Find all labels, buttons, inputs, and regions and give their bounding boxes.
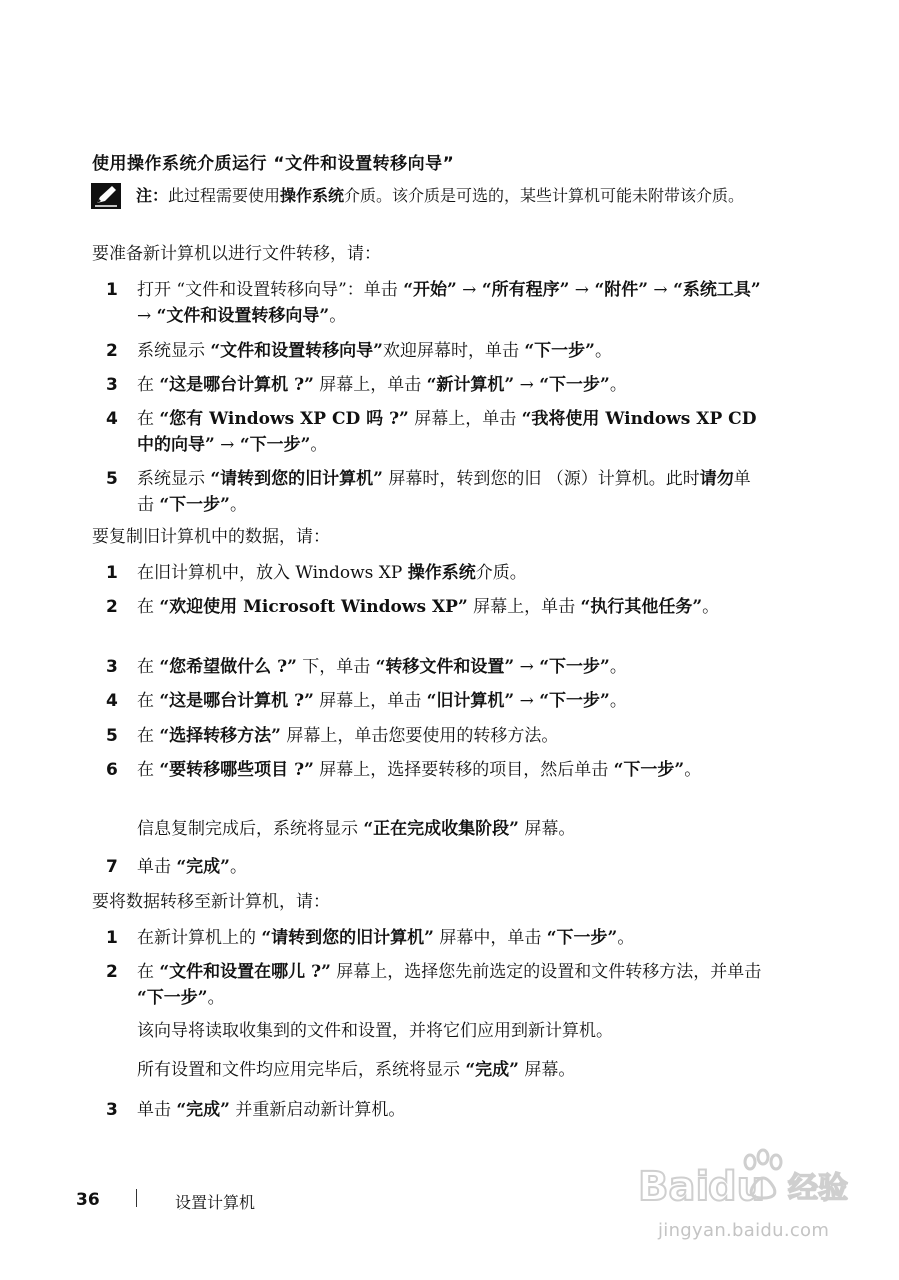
svg-text:du: du [708, 1164, 766, 1210]
step-bold: “文件和设置在哪儿 ?” [159, 962, 331, 982]
step-span: 。 [684, 760, 702, 780]
step-note [137, 816, 767, 842]
step-span: 。 [229, 495, 247, 515]
step-bold: 请勿 [699, 469, 734, 489]
step-bold: “新计算机” [426, 375, 515, 395]
step-span: 在 [137, 962, 160, 982]
step-span: 在 [137, 375, 160, 395]
step-bold: “这是哪台计算机 ?” [159, 375, 314, 395]
step-number: 2 [106, 962, 118, 982]
svg-text:Bai: Bai [638, 1164, 710, 1210]
step-span: → [514, 375, 540, 395]
step-bold: “您希望做什么 ?” [159, 657, 297, 677]
step-span: 。 [229, 857, 247, 877]
baidu-jingyan-watermark-logo [630, 1140, 860, 1220]
step-span: 在旧计算机中，放入 Windows XP [137, 563, 408, 583]
step-span: 系统显示 [137, 341, 211, 361]
step-bold: “完成” [465, 1060, 519, 1080]
step-number: 7 [106, 857, 118, 877]
step-span: 。 [207, 988, 225, 1008]
step-number: 5 [106, 726, 118, 746]
step-number: 6 [106, 760, 118, 780]
step-span: 。 [594, 341, 612, 361]
step-bold: “下一步” [613, 760, 685, 780]
step-span: 。 [609, 375, 627, 395]
note-text-part: 介质。该介质是可选的，某些计算机可能未附带该介质。 [344, 186, 745, 205]
step-bold: “您有 Windows XP CD 吗 ?” [159, 409, 409, 429]
step-text [137, 854, 767, 880]
step-number: 1 [106, 928, 118, 948]
step-span: 在 [137, 691, 160, 711]
step-text [137, 372, 767, 398]
step-number: 3 [106, 1100, 118, 1120]
step-number: 1 [106, 280, 118, 300]
step-text [137, 277, 767, 329]
step-span: 屏幕上，单击 [313, 691, 427, 711]
step-span: → [456, 280, 482, 300]
step-bold: “文件和设置转移向导” [210, 341, 383, 361]
svg-text:经验: 经验 [788, 1171, 848, 1206]
step-bold: “文件和设置转移向导” [156, 306, 330, 326]
step-bold: “转移文件和设置” [375, 657, 515, 677]
step-bold: “系统工具” [673, 280, 761, 300]
step-bold: “下一步” [159, 495, 230, 515]
step-bold: “完成” [176, 857, 230, 877]
step-bold: “请转到您的旧计算机” [261, 928, 434, 948]
step-note: 该向导将读取收集到的文件和设置，并将它们应用到新计算机。 [137, 1021, 613, 1041]
section1-intro: 要准备新计算机以进行文件转移，请： [92, 244, 381, 264]
step-bold: “下一步” [539, 691, 610, 711]
pencil-note-icon [91, 183, 121, 209]
section3-intro: 要将数据转移至新计算机，请： [92, 892, 330, 912]
step-bold: “这是哪台计算机 ?” [159, 691, 314, 711]
step-number: 3 [106, 375, 118, 395]
step-span: 屏幕上，单击 [408, 409, 522, 429]
step-text [137, 466, 767, 518]
step-number: 2 [106, 341, 118, 361]
step-bold: “欢迎使用 Microsoft Windows XP” [159, 597, 468, 617]
step-text [137, 406, 767, 458]
step-span: → [514, 657, 540, 677]
step-bold: “所有程序” [481, 280, 570, 300]
step-number: 5 [106, 469, 118, 489]
footer-chapter-title: 设置计算机 [175, 1193, 256, 1212]
step-span: → [214, 435, 240, 455]
step-span: 单击 [137, 1100, 177, 1120]
step-span: 介质。 [475, 563, 527, 583]
section-heading: 使用操作系统介质运行 “文件和设置转移向导” [92, 154, 455, 174]
step-span: 屏幕上，选择您先前选定的设置和文件转移方法，并单击 [330, 962, 762, 982]
step-bold: “执行其他任务” [580, 597, 703, 617]
note-text-part: 此过程需要使用 [168, 186, 281, 205]
step-text [137, 757, 767, 783]
step-bold: “下一步” [239, 435, 311, 455]
step-span: 在 [137, 597, 160, 617]
step-span: 屏幕上，选择要转移的项目，然后单击 [313, 760, 614, 780]
note-bold-os: 操作系统 [280, 186, 345, 205]
step-text [137, 594, 767, 620]
step-number: 3 [106, 657, 118, 677]
step-span: 。 [310, 435, 328, 455]
section2-intro: 要复制旧计算机中的数据，请： [92, 527, 330, 547]
step-text [137, 688, 767, 714]
note-label: 注： [136, 186, 169, 205]
step-bold: “下一步” [539, 657, 610, 677]
step-span: 屏幕。 [518, 819, 576, 839]
step-bold: “正在完成收集阶段” [363, 819, 519, 839]
step-span: 单击 [137, 857, 177, 877]
step-span: 欢迎屏幕时，单击 [382, 341, 525, 361]
step-span: 屏幕上，单击 [313, 375, 427, 395]
step-bold: “请转到您的旧计算机” [210, 469, 383, 489]
step-span: 打开 “文件和设置转移向导”：单击 [137, 280, 404, 300]
step-text [137, 723, 767, 749]
watermark-url: jingyan.baidu.com [658, 1220, 830, 1241]
step-span: 在 [137, 726, 160, 746]
step-span: 在新计算机上的 [137, 928, 262, 948]
step-text [137, 959, 767, 1011]
step-bold: “下一步” [524, 341, 595, 361]
step-text [137, 560, 767, 586]
step-span: 并重新启动新计算机。 [229, 1100, 406, 1120]
step-span: 。 [609, 657, 627, 677]
step-bold: 操作系统 [407, 563, 476, 583]
step-span: 在 [137, 760, 160, 780]
note-text [136, 184, 776, 208]
step-span: 屏幕上，单击您要使用的转移方法。 [280, 726, 559, 746]
step-text [137, 338, 767, 364]
step-span: → [137, 306, 157, 326]
step-bold: “下一步” [546, 928, 618, 948]
step-bold: “附件” [594, 280, 649, 300]
step-span: 。 [609, 691, 627, 711]
step-bold: “完成” [176, 1100, 230, 1120]
step-span: 在 [137, 409, 160, 429]
step-bold: “我将使用 Windows XP CD 中的向导” [137, 409, 757, 455]
step-span: 屏幕上，单击 [467, 597, 581, 617]
step-span: 信息复制完成后，系统将显示 [137, 819, 364, 839]
step-text [137, 654, 767, 680]
page-number: 36 [76, 1190, 100, 1210]
step-bold: “要转移哪些项目 ?” [159, 760, 314, 780]
step-span: 。 [617, 928, 635, 948]
step-note [137, 1057, 767, 1083]
step-span: → [514, 691, 540, 711]
step-span: 屏幕中，单击 [433, 928, 547, 948]
step-text [137, 1097, 767, 1123]
footer-divider [136, 1189, 137, 1207]
step-span: 系统显示 [137, 469, 211, 489]
step-span: 下，单击 [296, 657, 376, 677]
step-bold: “开始” [403, 280, 457, 300]
step-bold: “下一步” [137, 988, 208, 1008]
step-number: 4 [106, 691, 118, 711]
step-span: 屏幕时，转到您的旧 （源）计算机。此时 [382, 469, 700, 489]
step-bold: “下一步” [539, 375, 610, 395]
step-number: 4 [106, 409, 118, 429]
step-span: 单击 [137, 469, 751, 515]
step-bold: “选择转移方法” [159, 726, 281, 746]
step-span: → [648, 280, 674, 300]
step-span: 。 [329, 306, 347, 326]
step-bold: “旧计算机” [426, 691, 515, 711]
step-span: → [569, 280, 595, 300]
step-number: 2 [106, 597, 118, 617]
step-text [137, 925, 767, 951]
step-number: 1 [106, 563, 118, 583]
step-span: 屏幕。 [518, 1060, 576, 1080]
step-span: 所有设置和文件均应用完毕后，系统将显示 [137, 1060, 466, 1080]
step-span: 。 [702, 597, 720, 617]
step-span: 在 [137, 657, 160, 677]
